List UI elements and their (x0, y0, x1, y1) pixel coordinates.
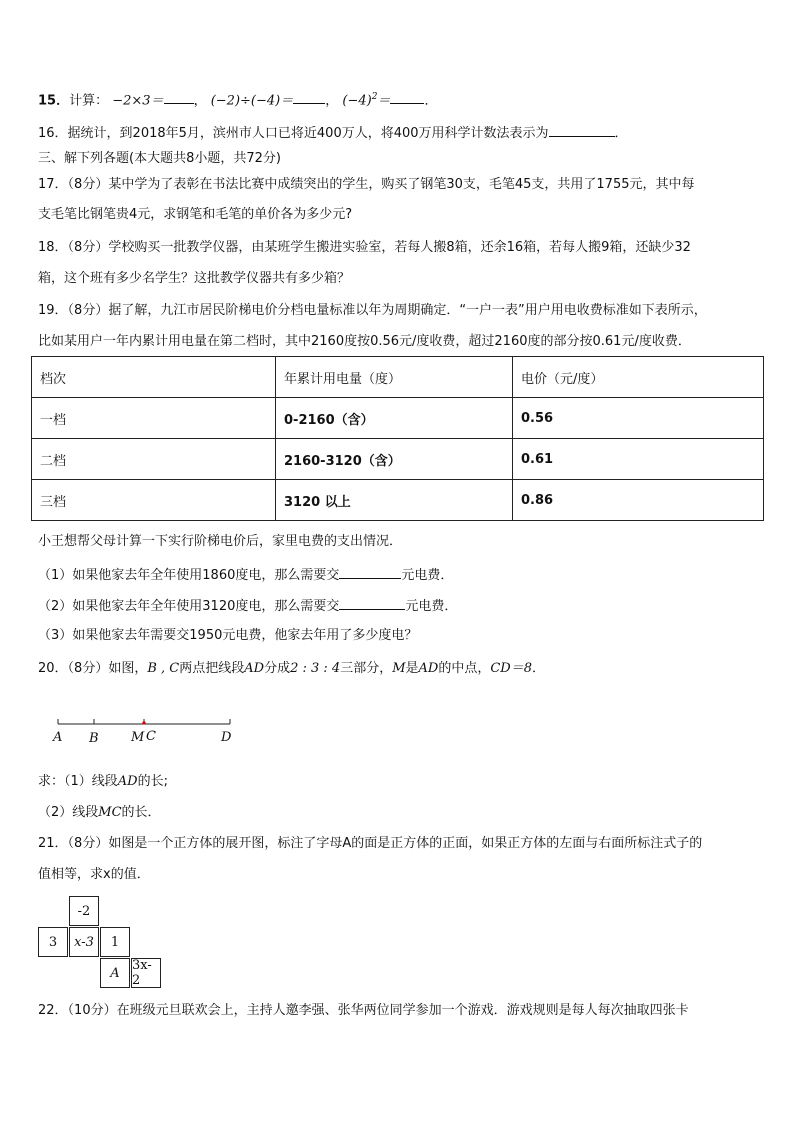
cube-face-top: -2 (69, 896, 99, 926)
q19-sub2-end: 元电费． (405, 599, 458, 614)
q20-text: 是 (405, 661, 419, 676)
q20-ask2 (38, 803, 760, 823)
q15-number: 15． (38, 93, 70, 109)
q19-sub2-blank[interactable] (339, 595, 405, 610)
q20-ask1-ad: AD (117, 774, 138, 789)
q20-ask1 (38, 772, 760, 792)
q20-text: 两点把线段 (179, 661, 245, 676)
section-3-heading: 三、解下列各题(本大题共8小题，共72分) (38, 151, 281, 166)
q15-expr3: (−4) (342, 93, 372, 109)
q20-ratio: 2 : 3 : 4 (290, 661, 341, 676)
table-cell: 一档 (32, 398, 276, 439)
q17-line1: 17．（8分）某中学为了表彰在书法比赛中成绩突出的学生，购买了钢笔30支，毛笔45支，共用了1755元，其中每 (38, 177, 695, 192)
q15-expr3-eq: ＝ (377, 93, 391, 109)
q22-line1: 22．（10分）在班级元旦联欢会上，主持人邀李强、张华两位同学参加一个游戏．游戏规则是每人每次抽取四张卡 (38, 1003, 689, 1018)
q20-cd-value: CD＝8 (490, 661, 533, 676)
cube-face-bottom-right: 3x-2 (131, 958, 161, 988)
q20-ask2-mc: MC (98, 805, 122, 820)
table-cell: 0.61 (513, 439, 764, 480)
q20-points-bc: B , C (147, 661, 180, 676)
table-cell: 0.86 (513, 480, 764, 521)
q19-sub1-end: 元电费． (401, 568, 454, 583)
q21-line2: 值相等，求x的值． (38, 867, 150, 882)
point-label-m: M (131, 730, 145, 745)
q15-expr2: (−2)÷(−4)＝ (210, 93, 294, 109)
q21-line1: 21．（8分）如图是一个正方体的展开图，标注了字母A的面是正方体的正面，如果正方体的左面与右面所标注式子的 (38, 836, 703, 851)
table-cell: 2160-3120（含） (276, 439, 513, 480)
q19-intro: 小王想帮父母计算一下实行阶梯电价后，家里电费的支出情况． (38, 534, 403, 549)
q20-segment-ad: AD (244, 661, 265, 676)
q19-sub1 (38, 564, 760, 586)
table-row (32, 398, 764, 439)
q15-label: 计算： (69, 93, 109, 109)
question-16 (38, 122, 760, 144)
q20-ask1-text: 求：（1）线段 (38, 774, 118, 789)
q20-text: 20．（8分）如图， (38, 661, 148, 676)
table-cell: 三档 (32, 480, 276, 521)
table-header-row (32, 357, 764, 398)
point-label-a: A (53, 730, 63, 745)
q17-line2: 支毛笔比钢笔贵4元，求钢笔和毛笔的单价各为多少元? (38, 207, 353, 222)
q18-line1: 18．（8分）学校购买一批教学仪器，由某班学生搬进实验室，若每人搬8箱，还余16箱，若每人搬9箱，还缺少32 (38, 240, 691, 255)
q16-end: ． (614, 126, 628, 141)
q20-text: ． (532, 661, 546, 676)
point-label-c: C (146, 729, 156, 744)
q20-ask2-end: 的长． (121, 805, 161, 820)
q19-sub2-text: （2）如果他家去年全年使用3120度电，那么需要交 (38, 599, 340, 614)
point-label-d: D (221, 730, 232, 745)
question-15: 15．计算： −2×3＝ ， (−2)÷(−4)＝ ， $(-4)^2=$ ． (38, 87, 760, 111)
q20-text: 的中点， (438, 661, 491, 676)
table-header: 电价（元/度） (513, 357, 764, 398)
table-header: 档次 (32, 357, 276, 398)
q16-blank[interactable] (549, 122, 615, 137)
question-20 (38, 659, 760, 679)
cube-face-front-a: A (100, 958, 130, 988)
q20-text: 分成 (264, 661, 291, 676)
q20-text: 三部分， (340, 661, 393, 676)
q19-sub1-blank[interactable] (339, 564, 401, 579)
q18-line2: 箱，这个班有多少名学生？这批教学仪器共有多少箱？ (38, 271, 351, 286)
cube-face-right: 1 (100, 927, 130, 957)
table-cell: 3120 以上 (276, 480, 513, 521)
q20-ask2-text: （2）线段 (38, 805, 99, 820)
q15-exponent: 2 (371, 92, 378, 102)
q20-segment-ad: AD (418, 661, 439, 676)
point-label-b: B (89, 731, 99, 746)
q19-line2: 比如某用户一年内累计用电量在第二档时，其中2160度按0.56元/度收费，超过2160度的部分按0.61元/度收费． (38, 334, 691, 349)
table-row (32, 439, 764, 480)
q19-line1: 19．（8分）据了解，九江市居民阶梯电价分档电量标准以年为周期确定．“一户一表”用户用电收费标准如下表所示， (38, 303, 707, 318)
q15-blank1[interactable] (164, 89, 194, 104)
q20-ask1-end: 的长; (137, 774, 168, 789)
table-cell: 二档 (32, 439, 276, 480)
q16-text: 16．据统计，到2018年5月，滨州市人口已将近400万人，将400万用科学计数法表示为 (38, 126, 549, 141)
q19-sub1-text: （1）如果他家去年全年使用1860度电，那么需要交 (38, 568, 340, 583)
q15-end: ． (424, 93, 438, 109)
table-cell: 0-2160（含） (276, 398, 513, 439)
table-cell: 0.56 (513, 398, 764, 439)
cube-face-left: 3 (38, 927, 68, 957)
q19-sub3: （3）如果他家去年需要交1950元电费，他家去年用了多少度电？ (38, 628, 418, 643)
cube-net-diagram (38, 896, 168, 988)
table-row (32, 480, 764, 521)
q20-point-m: M (392, 661, 406, 676)
q15-expr1: −2×3＝ (112, 93, 164, 109)
table-header: 年累计用电量（度） (276, 357, 513, 398)
q15-blank3[interactable] (390, 89, 424, 104)
cube-face-middle: x-3 (69, 927, 99, 957)
q15-blank2[interactable] (293, 89, 325, 104)
electricity-price-table (31, 356, 764, 521)
q19-sub2 (38, 595, 760, 617)
